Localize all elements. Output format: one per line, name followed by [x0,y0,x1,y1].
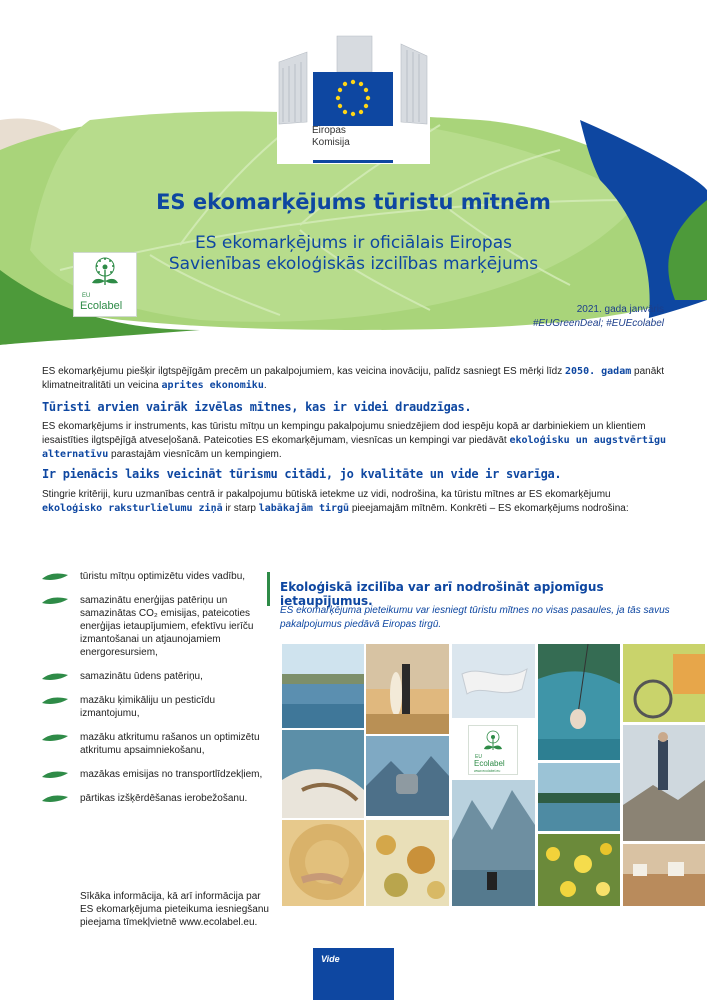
leaf-bullet-icon [42,573,68,581]
benefits-list [42,570,272,816]
hashtags: #EUGreenDeal; #EUEcolabel [532,318,664,329]
callout-text: ES ekomarķējuma pieteikumu var iesniegt tūristu mītnes no visas pasaules, ja tās savus pakalpojumus piedāvā Eiropas tirgū. [280,605,670,630]
svg-text:EU: EU [82,293,91,299]
org-line-2: Komisija [312,137,350,148]
page-title: ES ekomarķējums tūristu mītnēm [156,190,551,214]
subtitle-line-1: ES ekomarķējums ir oficiālais Eiropas [194,233,512,253]
svg-text:EU: EU [475,754,482,760]
collage-ecolabel-logo [468,725,518,775]
callout-accent-bar [267,572,270,606]
publication-date: 2021. gada janvāris [576,304,664,315]
intro-paragraph-1: ES ekomarķējumu piešķir ilgtspējīgām precēm un pakalpojumiem, kas veicina inovāciju, palīdz sasniegt ES mērķi līdz 2050. gadam panākt klimatneitralitāti un veicina aprites ekonomiku. [42,366,665,391]
photo-straw-hat [282,820,364,906]
photo-restaurant [623,844,705,906]
list-item: samazinātu ūdens patēriņu, [42,670,272,683]
photo-hiker-rocks [623,725,705,841]
more-info-text: Sīkāka informācija, kā arī informācija par ES ekomarķējuma pieteikuma iesniegšanu pieejama tīmekļvietnē www.ecolabel.eu. [80,891,269,928]
leaf-bullet-icon [42,771,68,779]
leaf-bullet-icon [42,697,68,705]
svg-text:Ecolabel: Ecolabel [80,300,123,312]
intro-paragraph-2: ES ekomarķējums ir instruments, kas tūristu mītņu un kempingu pakalpojumu sniedzējiem dod iespēju kopā ar darbiniekiem un klientiem iesaistīties ilgtspējīgā atveseļošanā. Pateicoties ES ekomarķējumam, viesnīcas un kempingi var piedāvāt ekoloģisku un augstvērtīgu alternatīvu parastajām viesnīcām un kempingiem. [42,421,667,460]
list-item: samazinātu enerģijas patēriņu un samazinātas CO₂ emisijas, pateicoties enerģijas ietaupījumiem, efektīvu ierīču izmantošanai un atjaunojamiem energoresursiem, [42,594,272,659]
ecolabel-flower-icon [74,253,136,316]
photo-bicycle-flowers [623,644,705,722]
footer-category-tab [313,948,394,1000]
list-item: mazāku ķimikāliju un pesticīdu izmantojumu, [42,694,272,720]
photo-surfer [366,644,449,734]
leaf-bullet-icon [42,673,68,681]
leaf-bullet-icon [42,734,68,742]
subtitle-line-2: Savienības ekoloģiskās izcilības marķējums [168,254,539,274]
photo-sea-coast [282,644,364,728]
list-item: mazāku atkritumu rašanos un optimizētu atkritumu apsaimniekošanu, [42,731,272,757]
photo-mountain-cup [366,736,449,816]
eu-ecolabel-logo [73,252,137,317]
photo-lake-trees [538,763,620,831]
leaf-bullet-icon [42,795,68,803]
intro-paragraph-3: Stingrie kritēriji, kuru uzmanības centrā ir pakalpojumu būtiskā ietekme uz vidi, nodrošina, ka tūristu mītnes ar ES ekomarķējumu ekoloģisko raksturlielumu ziņā ir starp labākajām tirgū pieejamajām mītnēm. Konkrēti – ES ekomarķējums nodrošina: [42,489,629,514]
svg-text:www.ecolabel.eu: www.ecolabel.eu [474,769,501,773]
callout-title: Ekoloģiskā izcilība var arī nodrošināt apjomīgus ietaupījumus. [280,580,604,608]
org-line-1: Eiropas [312,125,346,136]
date-block [533,303,664,331]
svg-text:Ecolabel: Ecolabel [474,759,505,768]
photo-lake-mountains [452,780,535,906]
list-item: tūristu mītņu optimizētu vides vadību, [42,570,272,583]
photo-yellow-flowers [538,834,620,906]
footer-label: Vide [321,954,340,964]
photo-scarf-wind [452,644,535,718]
leaf-bullet-icon [42,597,68,605]
photo-swing-sea [538,644,620,760]
ecolabel-flower-icon [469,726,517,774]
photo-boat [282,730,364,818]
european-commission-name [312,125,392,149]
list-item: pārtikas izšķērdēšanas ierobežošanu. [42,792,272,805]
intro-heading-2: Ir pienācis laiks veicināt tūrismu citādi, jo kvalitāte un vide ir svarīga. [42,467,562,481]
intro-heading-1: Tūristi arvien vairāk izvēlas mītnes, kas ir videi draudzīgas. [42,400,472,414]
photo-autumn-leaves [366,820,449,906]
list-item: mazākas emisijas no transportlīdzekļiem, [42,768,272,781]
